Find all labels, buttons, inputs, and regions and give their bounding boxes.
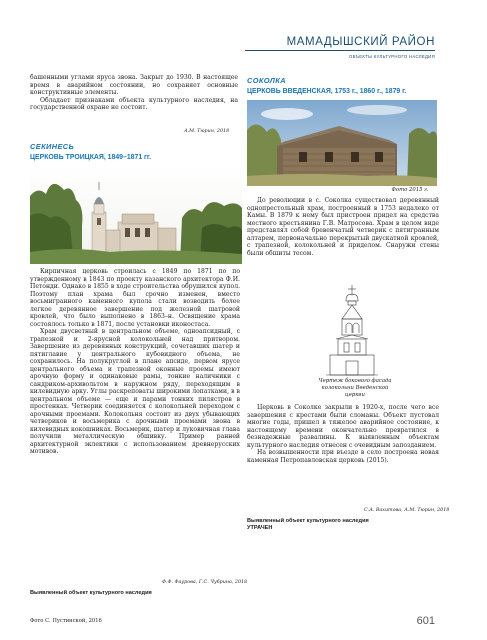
heritage-status: Выявленный объект культурного наследия УТРАЧЕН [247, 518, 369, 531]
vvedenskaya-church-photo [247, 100, 437, 186]
photo-caption: Фото 2015 г. [391, 187, 429, 193]
drawing-caption: Чертеж бокового фасада колокольни Введенской церкви [318, 378, 392, 398]
bell-tower-drawing [320, 283, 384, 377]
left-body [30, 268, 240, 456]
church-title-vvedenskaya: ЦЕРКОВЬ ВВЕДЕНСКАЯ, 1753 г., 1860 г., 1879 г. [247, 88, 407, 95]
section-title-sokolka: СОКОЛКА [247, 76, 286, 85]
intro-paragraph: Обладает признаками объекта культурного наследия, на государственной охране не состоит. [30, 96, 238, 111]
body-author: Ф.Ф. Фаурова, Г.С. Чубрина, 2018 [162, 580, 248, 585]
region-subtitle: ОБЪЕКТЫ КУЛЬТУРНОГО НАСЛЕДИЯ [348, 54, 435, 59]
wooden-church-ruin-image [247, 100, 437, 186]
church-title-troitskaya: ЦЕРКОВЬ ТРОИЦКАЯ, 1849–1871 гг. [30, 154, 152, 161]
right-body-2 [247, 404, 439, 464]
intro-paragraph: башенными углами яруса звона. Закрыт до 1930. В настоящее время в аварийном состоянии, но сохраняет основные конструктивные элементы. [30, 74, 238, 96]
intro-author: А.М. Тюрин, 2018 [184, 129, 230, 134]
section-title-sekines: СЕКИНЕСЬ [30, 142, 75, 151]
troitskaya-church-photo [30, 166, 242, 264]
region-title: МАМАДЫШСКИЙ РАЙОН [286, 36, 435, 48]
body-paragraph: На возвышенности при въезде в село построена новая каменная Петропавловская церковь (2015). [247, 449, 439, 464]
body-author: С.А. Вахитова, А.М. Тюрин, 2018 [364, 508, 450, 513]
page-number: 601 [416, 615, 435, 627]
right-body-1 [247, 197, 439, 257]
heritage-status: Выявленный объект культурного наследия [30, 590, 152, 596]
body-paragraph: Храм двусветный в центральном объеме, одноапсидный, с трапезной и 2-ярусной колокольней над притвором. Завершение из деревянных конструкций, сочетавших шатер и пятиглавие у центрального кубовидного объема, не сохранилось. На полукруглой в плане апсиде, первом ярусе центрального объема и трапезной оконные проемы имеют арочную форму и одинаковые рамы, тонкие наличники с сандриком-архивольтом в наружном ряду, переходящим в килевидную арку. Углы раскреповаты широкими лопатками, в в центральном объеме — еще и парами тонких пилястров в простенках. Четверик соединяется с колокольней переходом с арочными проемами. Колокольня состоит из двух убывающих четвериков и восьмерика с арочными проемами звона в килевидных кокошниках. Восьмерик, шатер и луковичная глава получили металлическую обшивку. Пример ранней архитектурной эклектики с использованием древнерусских мотивов. [30, 328, 240, 455]
left-intro [30, 74, 238, 112]
photo-credit: Фото С. Пустинской, 2016 [30, 618, 102, 624]
body-paragraph: Кирпичная церковь строилась с 1849 по 1871 по по утвержденному в 1843 по проекту казанского архитектора Ф.И. Петонди. Однако в 1855 в ходе строительства обрушился купол. Поэтому план храма был срочно изменен, вместо восьмигранного каменного купола стали возводить более легкое деревянное завершение под железной шатровой кровлей, что было выполнено в 1863–н. Освящение храма состоялось только в 1871, после установки иконостаса. [30, 268, 240, 328]
church-ruin-image [30, 166, 242, 264]
body-paragraph: Церковь в Соколке закрыли в 1920-х, после чего все завершения с крестами были сломаны. Объект пустовал многие годы, пришел в тяжелое аварийное состояние, к настоящему времени окончательно превратился в безнадежные развалины. К выявленным объектам культурного наследия отнесен с очевидным запозданием. [247, 404, 439, 449]
body-paragraph: До революции в с. Соколка существовал деревянный однопрестольный храм, построенный в 1753 недалеко от Камы. В 1879 к нему был пристроен придел на средства местного крестьянина Г.В. Матросова. Храм в целом виде представлял собой бревенчатый четверик с пятигранным алтарем, первоначально перекрытый двускатной кровлей, с трапезной, колокольней и приделом. Снаружи стены были обшиты тесом. [247, 197, 439, 257]
facade-drawing [320, 283, 384, 377]
header-rule [245, 50, 435, 51]
